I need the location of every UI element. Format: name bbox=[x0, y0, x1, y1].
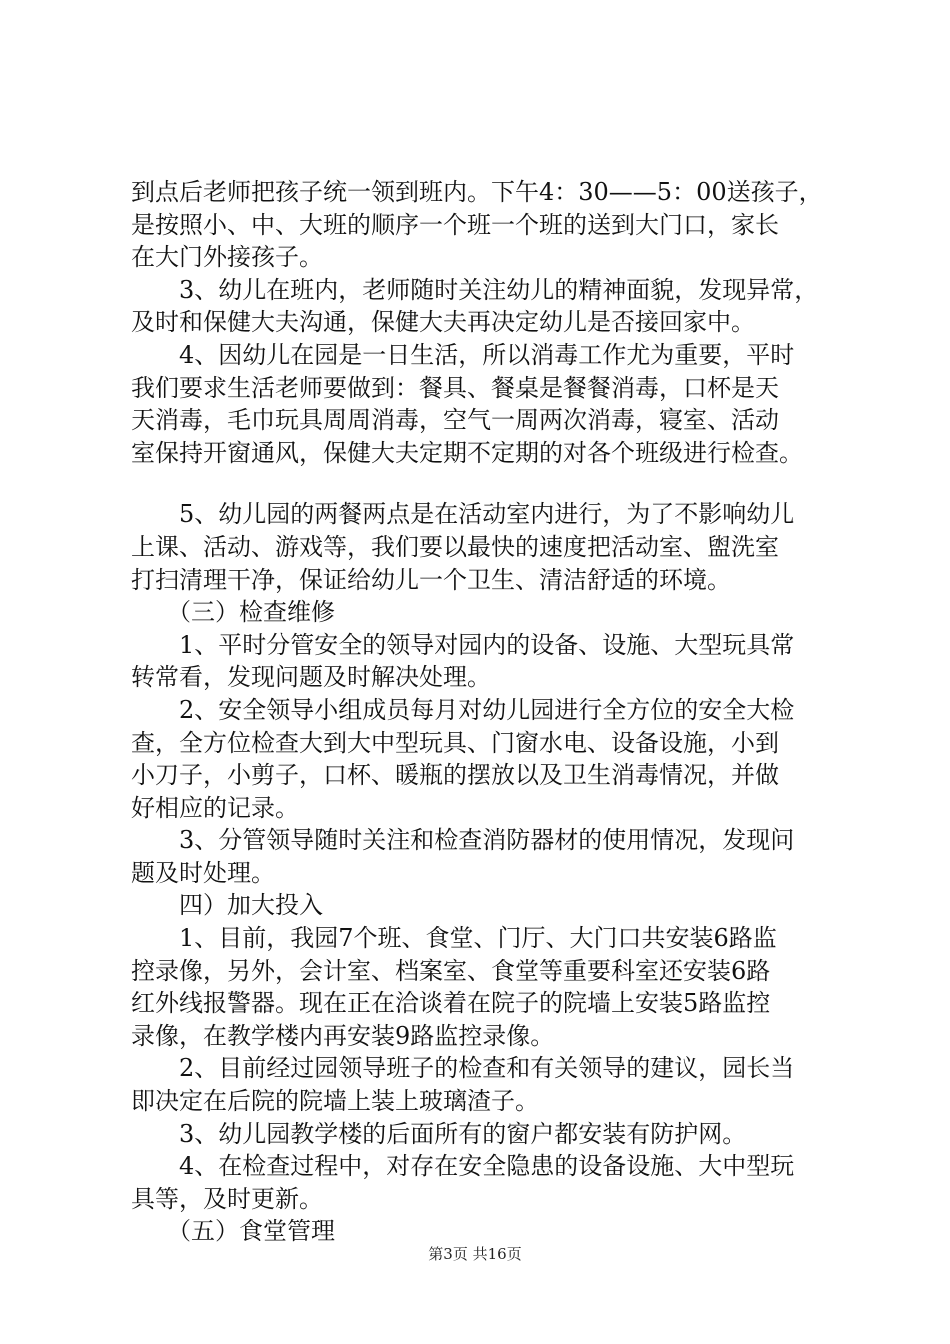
text-line: 室保持开窗通风，保健大夫定期不定期的对各个班级进行检查。 bbox=[131, 438, 803, 467]
text-line: 录像，在教学楼内再安装9路监控录像。 bbox=[131, 1021, 555, 1050]
text-line: 在大门外接孩子。 bbox=[131, 243, 323, 272]
text-line: 及时和保健大夫沟通，保健大夫再决定幼儿是否接回家中。 bbox=[131, 308, 755, 337]
page-number-footer: 第3页 共16页 bbox=[428, 1245, 522, 1263]
text-line: 上课、活动、游戏等，我们要以最快的速度把活动室、盥洗室 bbox=[131, 532, 779, 561]
text-line: 2、目前经过园领导班子的检查和有关领导的建议，园长当 bbox=[131, 1054, 795, 1083]
text-line: 2、安全领导小组成员每月对幼儿园进行全方位的安全大检 bbox=[131, 695, 795, 724]
section-heading: 四）加大投入 bbox=[131, 891, 323, 920]
text-line: 5、幼儿园的两餐两点是在活动室内进行，为了不影响幼儿 bbox=[131, 500, 795, 529]
document-body bbox=[131, 176, 831, 1248]
text-line: 好相应的记录。 bbox=[131, 793, 299, 822]
text-line: 到点后老师把孩子统一领到班内。下午4：30——5：00送孩子， bbox=[131, 178, 823, 206]
text-line: 1、平时分管安全的领导对园内的设备、设施、大型玩具常 bbox=[131, 630, 795, 659]
text-line: 转常看，发现问题及时解决处理。 bbox=[131, 663, 491, 692]
text-line: 即决定在后院的院墙上装上玻璃渣子。 bbox=[131, 1087, 539, 1116]
text-line: 天消毒，毛巾玩具周周消毒，空气一周两次消毒，寝室、活动 bbox=[131, 406, 779, 435]
text-line: 查，全方位检查大到大中型玩具、门窗水电、设备设施，小到 bbox=[131, 728, 779, 757]
text-line: 小刀子，小剪子，口杯、暖瓶的摆放以及卫生消毒情况，并做 bbox=[131, 761, 779, 790]
text-line: 3、幼儿园教学楼的后面所有的窗户都安装有防护网。 bbox=[131, 1119, 747, 1148]
section-heading: （三）检查维修 bbox=[131, 598, 335, 627]
text-line: 是按照小、中、大班的顺序一个班一个班的送到大门口，家长 bbox=[131, 210, 779, 239]
text-line: 题及时处理。 bbox=[131, 858, 275, 887]
text-line: 具等，及时更新。 bbox=[131, 1184, 323, 1213]
text-line: 4、在检查过程中，对存在安全隐患的设备设施、大中型玩 bbox=[131, 1152, 795, 1181]
text-line: 红外线报警器。现在正在洽谈着在院子的院墙上安装5路监控 bbox=[131, 989, 771, 1018]
text-line: 1、目前，我园7个班、食堂、门厅、大门口共安装6路监 bbox=[131, 924, 777, 953]
text-line: 4、因幼儿在园是一日生活，所以消毒工作尤为重要，平时 bbox=[131, 340, 795, 369]
text-line: 3、分管领导随时关注和检查消防器材的使用情况，发现问 bbox=[131, 826, 795, 855]
text-line: 我们要求生活老师要做到：餐具、餐桌是餐餐消毒，口杯是天 bbox=[131, 373, 779, 402]
text-line: 控录像，另外，会计室、档案室、食堂等重要科室还安装6路 bbox=[131, 956, 771, 985]
text-line: 打扫清理干净，保证给幼儿一个卫生、清洁舒适的环境。 bbox=[131, 565, 731, 594]
paragraph-gap bbox=[131, 469, 831, 498]
section-heading: （五）食堂管理 bbox=[131, 1217, 335, 1246]
text-line: 3、幼儿在班内，老师随时关注幼儿的精神面貌，发现异常， bbox=[131, 275, 819, 304]
